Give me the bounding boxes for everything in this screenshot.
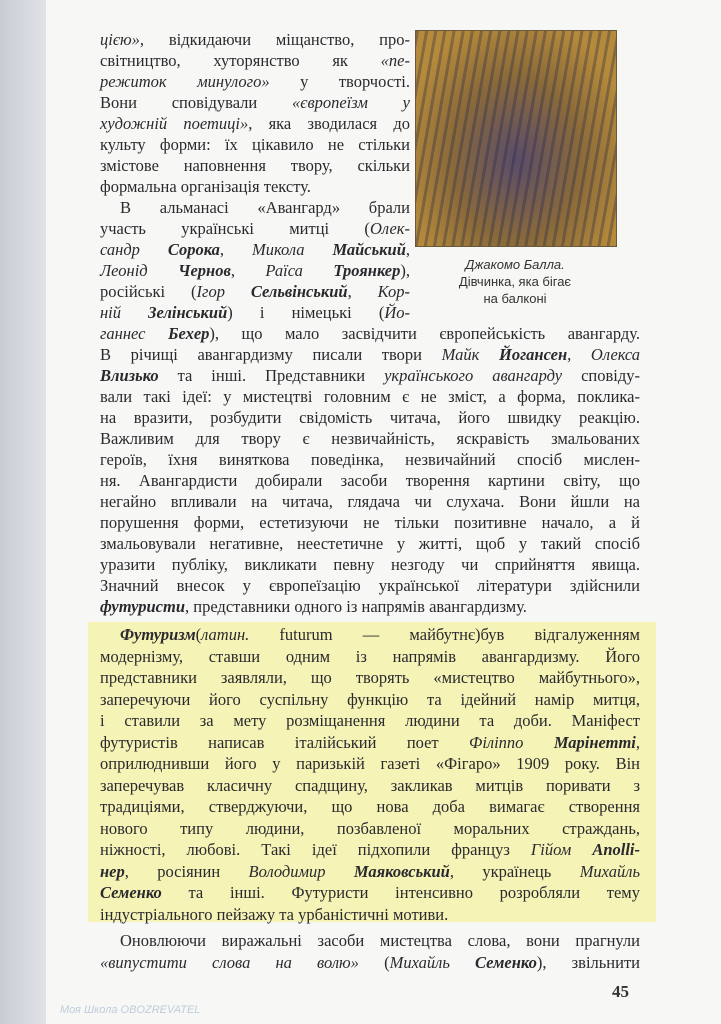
emphasized-text: Маяковський <box>353 861 450 881</box>
text-run: , яка зводилася до <box>248 114 410 133</box>
text-run: , <box>347 282 378 301</box>
text-run: , відкидаючи міщанство, про- <box>139 30 410 49</box>
emphasized-text: нер <box>100 861 125 881</box>
emphasized-text: Йогансен <box>498 345 568 364</box>
emphasized-text: Микола <box>251 240 333 259</box>
text-line <box>100 882 640 903</box>
text-line <box>100 512 640 533</box>
emphasized-text: «пе- <box>380 51 410 70</box>
text-run: , представники одного із напрямів авангардизму. <box>185 597 527 616</box>
text-line <box>100 386 640 407</box>
emphasized-text: Футуризм <box>120 625 196 644</box>
text-run: сповіду- <box>562 366 640 385</box>
text-run: ), звільнити <box>536 953 640 972</box>
text-line <box>100 29 410 50</box>
text-run: російські ( <box>100 282 197 301</box>
text-line <box>100 239 410 260</box>
text-line <box>100 904 640 925</box>
text-line <box>100 689 640 710</box>
text-line <box>100 428 640 449</box>
emphasized-text: Марінетті <box>553 732 636 752</box>
text-line <box>100 796 640 817</box>
painting-girl-running-on-balcony <box>415 30 617 247</box>
text-run: індустріального пейзажу та урбаністичні мотиви. <box>100 904 449 924</box>
emphasized-text: Бехер <box>167 324 210 343</box>
text-run: вали такі ідеї: у мистецтві головним є не зміст, а форма, поклика- <box>100 387 640 406</box>
text-line <box>100 449 640 470</box>
caption-author: Джакомо Балла. <box>465 257 565 272</box>
emphasized-text: Чернов <box>178 261 231 280</box>
text-run: ), <box>400 261 411 280</box>
emphasized-text: Філіппо <box>469 732 554 752</box>
text-line <box>100 50 410 71</box>
emphasized-text: ганнес <box>100 324 168 343</box>
text-run: , росіянин <box>124 861 249 881</box>
text-line <box>100 575 640 596</box>
text-line <box>100 302 410 323</box>
text-run: Оновлюючи виражальні засоби мистецтва слова, вони прагнули <box>120 931 640 950</box>
emphasized-text: Апollі- <box>592 840 640 859</box>
emphasized-text: футуристи <box>100 597 185 616</box>
text-line <box>100 839 640 860</box>
text-run: , <box>219 240 252 259</box>
emphasized-text: «випустити слова на волю» <box>100 953 359 972</box>
text-line <box>100 260 410 281</box>
text-run: традиціями, стверджуючи, що нова доба вимагає створення <box>100 797 640 816</box>
emphasized-text: Гійом <box>530 840 593 859</box>
text-line <box>100 407 640 428</box>
text-line <box>100 344 640 365</box>
text-line <box>100 134 410 155</box>
text-run: , українець <box>449 861 580 881</box>
emphasized-text: «європеїзм у <box>292 93 410 112</box>
emphasized-text: ній <box>100 303 149 322</box>
emphasized-text: Майк <box>441 345 499 364</box>
text-run: , <box>230 261 266 280</box>
text-run: футуристів написав італійський поет <box>100 732 470 752</box>
text-line <box>100 952 640 973</box>
emphasized-text: Сорока <box>167 240 220 259</box>
text-run: заперечував класичну спадщину, закликав митців поривати з <box>100 775 640 795</box>
text-line <box>100 624 640 645</box>
text-line <box>100 753 640 774</box>
text-run: ( <box>195 625 202 644</box>
emphasized-text: Семенко <box>100 883 162 902</box>
text-run: модернізму, ставши одним із напрямів авангардизму. Його <box>100 646 640 666</box>
emphasized-text: Майський <box>332 240 406 259</box>
text-run: та інші. Представники <box>158 366 385 385</box>
text-run: ніжності, любові. Такі ідеї підхопили француз <box>100 840 531 859</box>
text-line <box>100 470 640 491</box>
text-run: В альманасі «Авангард» брали <box>120 198 410 217</box>
text-line <box>100 775 640 796</box>
text-run: змальовували негативне, неестетичне у житті, щоб у такий спосіб <box>100 534 640 553</box>
text-line <box>100 92 410 113</box>
text-line <box>100 176 410 197</box>
figure-caption <box>440 256 590 307</box>
page-number: 45 <box>612 982 629 1001</box>
text-run: світництво, хуторянство як <box>100 51 381 70</box>
text-line <box>100 155 410 176</box>
text-run: , <box>567 345 591 364</box>
text-run: на вразити, розбудити свідомість читача, його швидку реакцію. <box>100 408 640 427</box>
emphasized-text: Кор- <box>377 282 410 301</box>
text-run: змістове наповнення твору, скільки <box>100 156 410 175</box>
text-line <box>100 218 410 239</box>
emphasized-text: Олекса <box>590 345 641 364</box>
text-run: , <box>635 732 640 752</box>
text-line <box>100 818 640 839</box>
text-run: формальна організація тексту. <box>100 177 311 196</box>
emphasized-text: сандр <box>100 240 168 259</box>
text-line <box>100 930 640 951</box>
text-run: , <box>405 240 411 259</box>
text-run: ) і німецькі ( <box>227 303 385 322</box>
emphasized-text: Раїса <box>265 261 334 280</box>
text-run: нового типу людини, позбавленої моральних страждань, <box>100 818 640 838</box>
emphasized-text: Володимир <box>248 861 354 881</box>
text-line <box>100 71 410 92</box>
text-line <box>100 732 640 753</box>
text-run: та інші. Футуристи інтенсивно розробляли тему <box>161 883 640 902</box>
text-line <box>100 113 410 134</box>
emphasized-text: Олек- <box>369 219 410 238</box>
emphasized-text: художній поетиці» <box>100 114 249 133</box>
text-run: у творчості. <box>269 72 410 91</box>
text-run: Значний внесок у європеїзацію української літератури здійснили <box>100 576 640 595</box>
emphasized-text: Сельвінський <box>250 282 348 301</box>
text-line <box>100 365 640 386</box>
emphasized-text: Семенко <box>475 953 537 972</box>
text-run: futurum — майбутнє)був відгалуженням <box>249 625 640 644</box>
emphasized-text: Йо- <box>384 303 410 322</box>
watermark-text: Моя Школа OBOZREVATEL <box>60 1004 201 1016</box>
emphasized-text: режиток минулого» <box>100 72 270 91</box>
emphasized-text: Михайль <box>389 953 476 972</box>
text-line <box>100 710 640 731</box>
text-line <box>100 491 640 512</box>
text-run: Вони сповідували <box>100 93 293 112</box>
text-line <box>100 861 640 882</box>
text-line <box>100 596 640 617</box>
text-line <box>100 667 640 688</box>
emphasized-text: Зелінський <box>148 303 228 322</box>
scan-edge <box>0 0 46 1024</box>
caption-title-2: на балконі <box>483 291 547 306</box>
text-run: уразити публіку, викликати певну незгоду чи сприйняття явища. <box>100 555 640 574</box>
emphasized-text: цією» <box>100 30 140 49</box>
emphasized-text: українського авангарду <box>384 366 563 385</box>
text-run: ), що мало засвідчити європейськість авангарду. <box>209 324 640 343</box>
text-run: заперечуючи його суспільну функцію та ідейний намір митця, <box>100 689 640 709</box>
text-run: оприлюднивши його у паризькій газеті «Фігаро» 1909 року. Він <box>100 754 640 773</box>
emphasized-text: Троянкер <box>333 261 401 280</box>
text-run: негайно впливали на читача, глядача чи слухача. Вони йшли на <box>100 492 640 511</box>
text-run: ня. Авангардисти добирали засоби творення картини світу, що <box>100 471 640 490</box>
text-run: порушення форми, естетизуючи не тільки позитивне начало, а й <box>100 513 640 532</box>
text-run: ( <box>358 953 390 972</box>
text-run: участь українські митці ( <box>100 219 370 238</box>
caption-title-1: Дівчинка, яка бігає <box>458 274 572 289</box>
emphasized-text: латин. <box>201 625 250 644</box>
text-line <box>100 646 640 667</box>
emphasized-text: Леонід <box>100 261 179 280</box>
emphasized-text: Ігор <box>196 282 251 301</box>
text-run: Важливим для твору є незвичайність, яскравість змальованих <box>100 429 640 448</box>
emphasized-text: Михайль <box>579 861 640 881</box>
text-line <box>100 281 410 302</box>
emphasized-text: Влизько <box>100 366 159 385</box>
text-run: і ставили за мету розміщанення людини та доби. Маніфест <box>100 711 640 730</box>
text-line <box>100 197 410 218</box>
text-line <box>100 533 640 554</box>
text-run: представники заявляли, що творять «мистецтво майбутнього», <box>100 668 640 687</box>
text-run: В річищі авангардизму писали твори <box>100 345 442 364</box>
text-line <box>100 323 640 344</box>
text-run: героїв, їхня виняткова поведінка, незвичайний спосіб мислен- <box>100 450 640 469</box>
text-line <box>100 554 640 575</box>
text-run: культу форми: їх цікавило не стільки <box>100 135 410 154</box>
